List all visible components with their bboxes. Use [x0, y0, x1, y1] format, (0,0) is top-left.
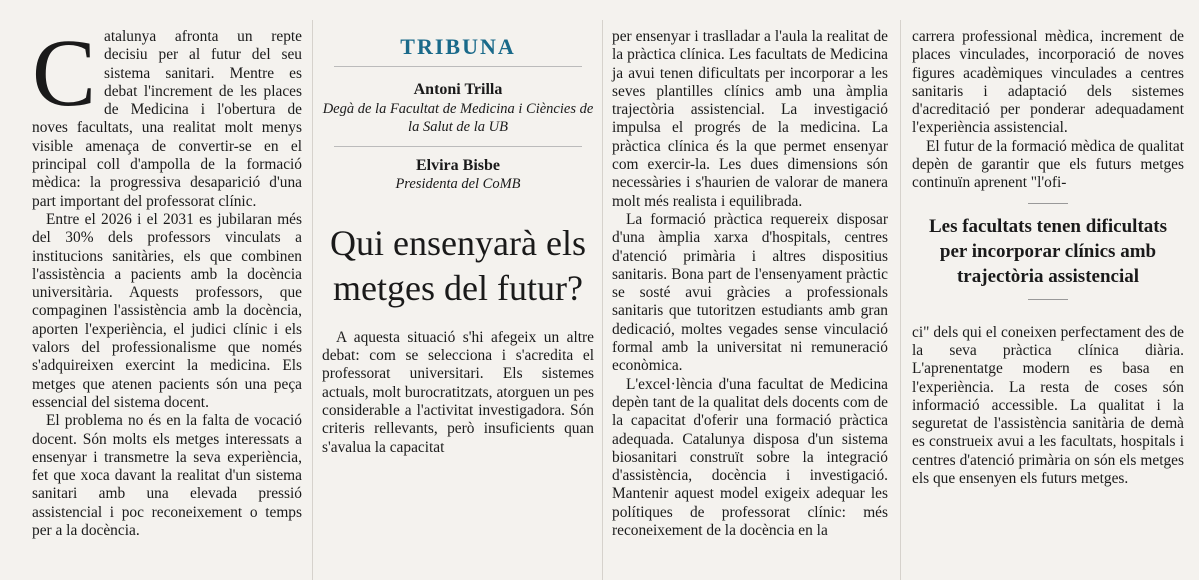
paragraph: carrera professional mèdica, increment de places vinculades, incorporació de noves figures acadèmiques vinculades a centres sanitaris i adaptació dels sistemes d'acreditació per ponderar adequadament l'experiència assistencial.	[912, 28, 1184, 137]
paragraph: Entre el 2026 i el 2031 es jubilaran més del 30% dels professors vinculats a institucions sanitàries, els que combinen l'assistència a pacients amb la docència universitària. Aquests professors, que compaginen l'assistència amb la docència, aporten l'experiència, el judici clínic i els valors del professionalisme que només s'adquireixen exercint la medicina. Els metges que atenen pacients són una peça essencial del sistema docent.	[32, 210, 302, 411]
divider	[334, 66, 582, 67]
paragraph: per ensenyar i traslladar a l'aula la realitat de la pràctica clínica. Les facultats de Medicina ja avui tenen dificultats per incorporar a les seves plantilles clínics amb una àmplia trajectòria assistencial. La investigació impulsa el progrés de la medicina. La pràctica clínica és la que permet ensenyar com exercir-la. Les dues dimensions són necessàries i s'haurien de valorar de manera molt més realista i equilibrada.	[612, 28, 888, 210]
paragraph: El problema no és en la falta de vocació docent. Són molts els metges interessats a ensenyar i transmetre la seva experiència, fet que xoca davant la realitat d'un sistema sanitari amb una elevada pressió assistencial i poc reconeixement o temps per a la docència.	[32, 412, 302, 540]
paragraph: A aquesta situació s'hi afegeix un altre debat: com se selecciona i s'acredita el professorat universitari. Els sistemes actuals, molt burocratitzats, atorguen un pes considerable a l'activitat investigadora. Són criteris rellevants, però insuficients quan s'avalua la capacitat	[322, 328, 594, 456]
paragraph: ci" dels qui el coneixen perfectament des de la seva pràctica clínica diària. L'aprenentatge modern es basa en l'experiència. La resta de coses són informació accessible. La qualitat i la seguretat de l'assistència sanitària de demà es construeix avui a les facultats, hospitals i centres d'atenció primària on són els metges els que ensenyen els futurs metges.	[912, 323, 1184, 488]
column-1	[32, 19, 302, 540]
paragraph: La formació pràctica requereix disposar d'una àmplia xarxa d'hospitals, centres d'atenció primària i altres dispositius sanitaris. Bona part de l'ensenyament pràctic se sosté avui gràcies a professionals sanitaris que tutoritzen estudiants amb gran dedicació, moltes vegades sense vinculació formal amb la universitat ni remuneració econòmica.	[612, 210, 888, 375]
column-divider	[900, 20, 901, 580]
pull-quote: Les facultats tenen dificultats per incorporar clínics amb trajectòria assistencial	[928, 215, 1167, 287]
paragraph: L'excel·lència d'una facultat de Medicina depèn tant de la qualitat dels docents com de la capacitat d'oferir una formació pràctica adequada. Catalunya disposa d'un sistema biosanitari construït sobre la integració d'assistència, docència i investigació. Mantenir aquest model exigeix adequar les polítiques de professorat clínic: més reconeixement de la docència en la	[612, 375, 888, 540]
column-2	[322, 30, 594, 457]
divider	[1028, 299, 1068, 300]
divider	[334, 146, 582, 147]
column-divider	[312, 20, 313, 580]
author-role: Presidenta del CoMB	[395, 175, 521, 192]
paragraph: El futur de la formació mèdica de qualitat depèn de garantir que els futurs metges continuïn aprenent "l'ofi-	[912, 137, 1184, 192]
headline: Qui ensenyarà els metges del futur?	[330, 222, 586, 308]
column-3	[612, 28, 888, 540]
section-label: TRIBUNA	[400, 34, 516, 59]
author-name: Elvira Bisbe	[415, 156, 500, 174]
drop-cap: C	[32, 19, 97, 126]
divider	[1028, 203, 1068, 204]
column-4	[912, 28, 1184, 488]
author-name: Antoni Trilla	[413, 81, 503, 99]
column-divider	[602, 20, 603, 580]
paragraph: atalunya afronta un repte decisiu per al futur del seu sistema sanitari. Mentre es debat l'increment de les places de Medicina i l'obertura de noves facultats, una realitat molt menys visible amenaça de convertir-se en el principal coll d'ampolla de la formació mèdica: la progressiva desaparició d'una part important del professorat clínic.	[32, 28, 302, 210]
author-role: Degà de la Facultat de Medicina i Ciències de la Salut de la UB	[322, 100, 594, 135]
